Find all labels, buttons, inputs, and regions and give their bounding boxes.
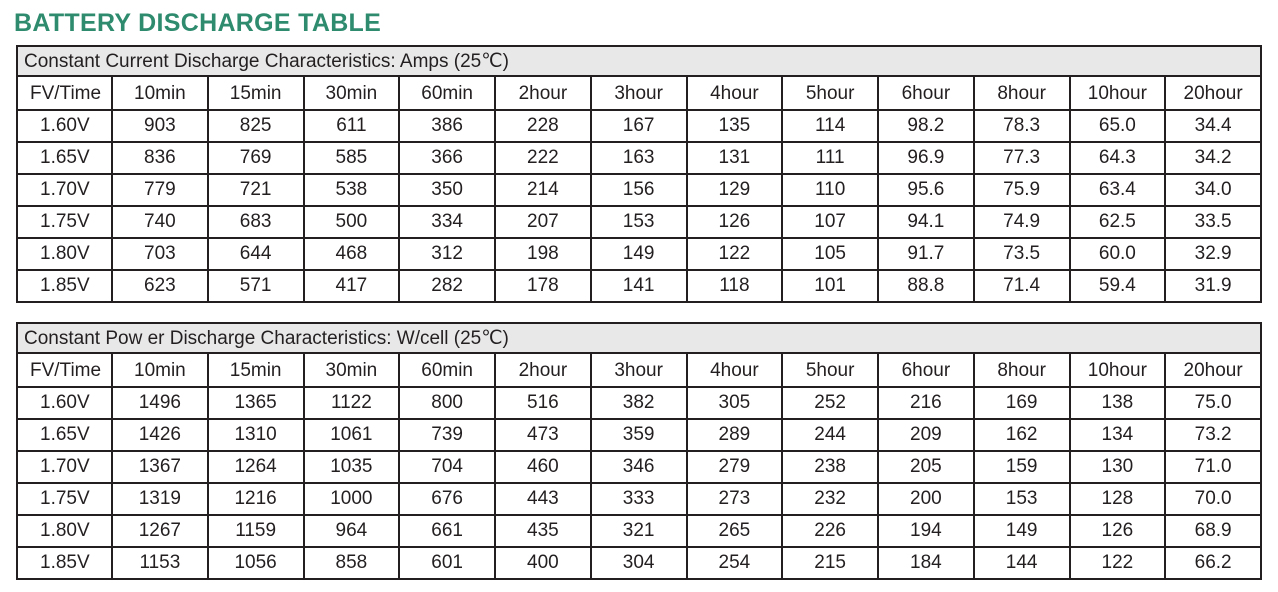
table-cell: 34.2 [1165,142,1261,174]
table-cell: 1056 [208,547,304,579]
column-header: 8hour [974,76,1070,110]
table-cell: 238 [782,451,878,483]
table-cell: 435 [495,515,591,547]
table-cell: 198 [495,238,591,270]
table-cell: 366 [399,142,495,174]
table-cell: 721 [208,174,304,206]
table-cell: 903 [112,110,208,142]
row-voltage-cell: 1.70V [17,451,112,483]
table-cell: 122 [1070,547,1166,579]
column-header: 6hour [878,76,974,110]
table-cell: 194 [878,515,974,547]
table-cell: 118 [687,270,783,302]
table-cell: 149 [974,515,1070,547]
table-cell: 65.0 [1070,110,1166,142]
table-cell: 149 [591,238,687,270]
table-cell: 1000 [304,483,400,515]
table-cell: 265 [687,515,783,547]
table-cell: 75.9 [974,174,1070,206]
table-cell: 128 [1070,483,1166,515]
table-cell: 135 [687,110,783,142]
table-cell: 101 [782,270,878,302]
table-cell: 71.4 [974,270,1070,302]
constant-current-table [16,45,1262,303]
table-cell: 1310 [208,419,304,451]
table-caption: Constant Pow er Discharge Characteristics: W/cell (25℃) [17,323,1261,353]
table-cell: 1367 [112,451,208,483]
table-cell: 134 [1070,419,1166,451]
table-cell: 273 [687,483,783,515]
table-cell: 623 [112,270,208,302]
table-cell: 321 [591,515,687,547]
table-cell: 131 [687,142,783,174]
row-voltage-cell: 1.65V [17,142,112,174]
table-cell: 105 [782,238,878,270]
table-cell: 68.9 [1165,515,1261,547]
row-voltage-cell: 1.60V [17,387,112,419]
table-cell: 114 [782,110,878,142]
table-cell: 34.4 [1165,110,1261,142]
column-header: 20hour [1165,353,1261,387]
table-cell: 209 [878,419,974,451]
table-cell: 282 [399,270,495,302]
column-header: 4hour [687,76,783,110]
column-header: 2hour [495,353,591,387]
table-row [17,547,1261,579]
table-row [17,387,1261,419]
table-cell: 226 [782,515,878,547]
table-cell: 74.9 [974,206,1070,238]
table-cell: 1496 [112,387,208,419]
table-cell: 279 [687,451,783,483]
table-cell: 184 [878,547,974,579]
row-voltage-cell: 1.65V [17,419,112,451]
column-header: 10min [112,76,208,110]
column-header: 15min [208,353,304,387]
table-cell: 153 [974,483,1070,515]
table-cell: 144 [974,547,1070,579]
table-cell: 400 [495,547,591,579]
column-header: 4hour [687,353,783,387]
column-header: 6hour [878,353,974,387]
table-cell: 73.2 [1165,419,1261,451]
table-cell: 661 [399,515,495,547]
table-cell: 228 [495,110,591,142]
column-header: 60min [399,353,495,387]
table-cell: 75.0 [1165,387,1261,419]
table-cell: 468 [304,238,400,270]
column-header: 5hour [782,353,878,387]
table-cell: 1153 [112,547,208,579]
table-cell: 162 [974,419,1070,451]
table-cell: 95.6 [878,174,974,206]
table-cell: 289 [687,419,783,451]
table-row [17,174,1261,206]
table-cell: 334 [399,206,495,238]
table-cell: 214 [495,174,591,206]
table-cell: 1267 [112,515,208,547]
table-cell: 611 [304,110,400,142]
row-voltage-cell: 1.70V [17,174,112,206]
table-row [17,110,1261,142]
table-cell: 33.5 [1165,206,1261,238]
table-row [17,206,1261,238]
table-cell: 964 [304,515,400,547]
table-cell: 98.2 [878,110,974,142]
column-header: 10hour [1070,353,1166,387]
table-cell: 60.0 [1070,238,1166,270]
table-cell: 34.0 [1165,174,1261,206]
table-cell: 516 [495,387,591,419]
table-row [17,419,1261,451]
table-cell: 110 [782,174,878,206]
table-cell: 216 [878,387,974,419]
row-voltage-cell: 1.85V [17,270,112,302]
table-cell: 1365 [208,387,304,419]
table-cell: 167 [591,110,687,142]
table-cell: 88.8 [878,270,974,302]
table-cell: 129 [687,174,783,206]
table-cell: 215 [782,547,878,579]
table-cell: 800 [399,387,495,419]
table-cell: 122 [687,238,783,270]
page-title: BATTERY DISCHARGE TABLE [14,9,382,37]
table-cell: 676 [399,483,495,515]
table-cell: 32.9 [1165,238,1261,270]
table-cell: 500 [304,206,400,238]
table-cell: 130 [1070,451,1166,483]
constant-power-table [16,322,1262,580]
table-cell: 156 [591,174,687,206]
table-cell: 70.0 [1165,483,1261,515]
table-cell: 359 [591,419,687,451]
table-row [17,515,1261,547]
header-row [17,353,1261,387]
table-caption-row [17,323,1261,353]
table-cell: 163 [591,142,687,174]
table-cell: 91.7 [878,238,974,270]
table-cell: 94.1 [878,206,974,238]
table-cell: 836 [112,142,208,174]
table-cell: 386 [399,110,495,142]
table-cell: 1426 [112,419,208,451]
table-cell: 333 [591,483,687,515]
table-cell: 200 [878,483,974,515]
table-cell: 107 [782,206,878,238]
table-cell: 312 [399,238,495,270]
table-cell: 740 [112,206,208,238]
table-cell: 153 [591,206,687,238]
table-cell: 1122 [304,387,400,419]
column-header: 20hour [1165,76,1261,110]
row-voltage-cell: 1.80V [17,238,112,270]
table-cell: 1264 [208,451,304,483]
table-row [17,483,1261,515]
table-cell: 126 [1070,515,1166,547]
table-cell: 1216 [208,483,304,515]
table-cell: 64.3 [1070,142,1166,174]
row-voltage-cell: 1.60V [17,110,112,142]
header-row [17,76,1261,110]
column-header: 3hour [591,76,687,110]
table-cell: 222 [495,142,591,174]
table-cell: 858 [304,547,400,579]
table-caption-row [17,46,1261,76]
table-cell: 169 [974,387,1070,419]
table-cell: 417 [304,270,400,302]
table-cell: 769 [208,142,304,174]
table-cell: 585 [304,142,400,174]
table-row [17,142,1261,174]
column-header: 10min [112,353,208,387]
column-header: 10hour [1070,76,1166,110]
table-cell: 232 [782,483,878,515]
table-cell: 1061 [304,419,400,451]
table-cell: 382 [591,387,687,419]
table-cell: 178 [495,270,591,302]
table-cell: 31.9 [1165,270,1261,302]
table-cell: 825 [208,110,304,142]
table-cell: 1159 [208,515,304,547]
row-voltage-cell: 1.75V [17,206,112,238]
table-row [17,451,1261,483]
table-row [17,270,1261,302]
table-cell: 141 [591,270,687,302]
table-cell: 704 [399,451,495,483]
table-cell: 252 [782,387,878,419]
table-cell: 159 [974,451,1070,483]
table-cell: 460 [495,451,591,483]
table-cell: 1035 [304,451,400,483]
table-cell: 254 [687,547,783,579]
table-cell: 78.3 [974,110,1070,142]
table-cell: 346 [591,451,687,483]
table-cell: 304 [591,547,687,579]
table-row [17,238,1261,270]
table-cell: 601 [399,547,495,579]
table-cell: 571 [208,270,304,302]
column-header: 30min [304,353,400,387]
column-header: 8hour [974,353,1070,387]
table-cell: 473 [495,419,591,451]
column-header: 15min [208,76,304,110]
column-header: 2hour [495,76,591,110]
table-cell: 244 [782,419,878,451]
table-cell: 71.0 [1165,451,1261,483]
column-header-fv-time: FV/Time [17,76,112,110]
table-cell: 111 [782,142,878,174]
table-cell: 138 [1070,387,1166,419]
table-cell: 703 [112,238,208,270]
table-cell: 63.4 [1070,174,1166,206]
table-caption: Constant Current Discharge Characteristics: Amps (25℃) [17,46,1261,76]
table-cell: 739 [399,419,495,451]
table-cell: 443 [495,483,591,515]
row-voltage-cell: 1.75V [17,483,112,515]
column-header: 60min [399,76,495,110]
table-cell: 350 [399,174,495,206]
table-cell: 73.5 [974,238,1070,270]
column-header: 30min [304,76,400,110]
table-cell: 126 [687,206,783,238]
table-cell: 59.4 [1070,270,1166,302]
row-voltage-cell: 1.80V [17,515,112,547]
row-voltage-cell: 1.85V [17,547,112,579]
table-cell: 207 [495,206,591,238]
table-cell: 779 [112,174,208,206]
table-cell: 683 [208,206,304,238]
table-cell: 305 [687,387,783,419]
table-cell: 77.3 [974,142,1070,174]
table-cell: 66.2 [1165,547,1261,579]
column-header-fv-time: FV/Time [17,353,112,387]
table-cell: 62.5 [1070,206,1166,238]
column-header: 5hour [782,76,878,110]
table-cell: 538 [304,174,400,206]
table-cell: 644 [208,238,304,270]
table-cell: 205 [878,451,974,483]
column-header: 3hour [591,353,687,387]
table-cell: 1319 [112,483,208,515]
table-cell: 96.9 [878,142,974,174]
